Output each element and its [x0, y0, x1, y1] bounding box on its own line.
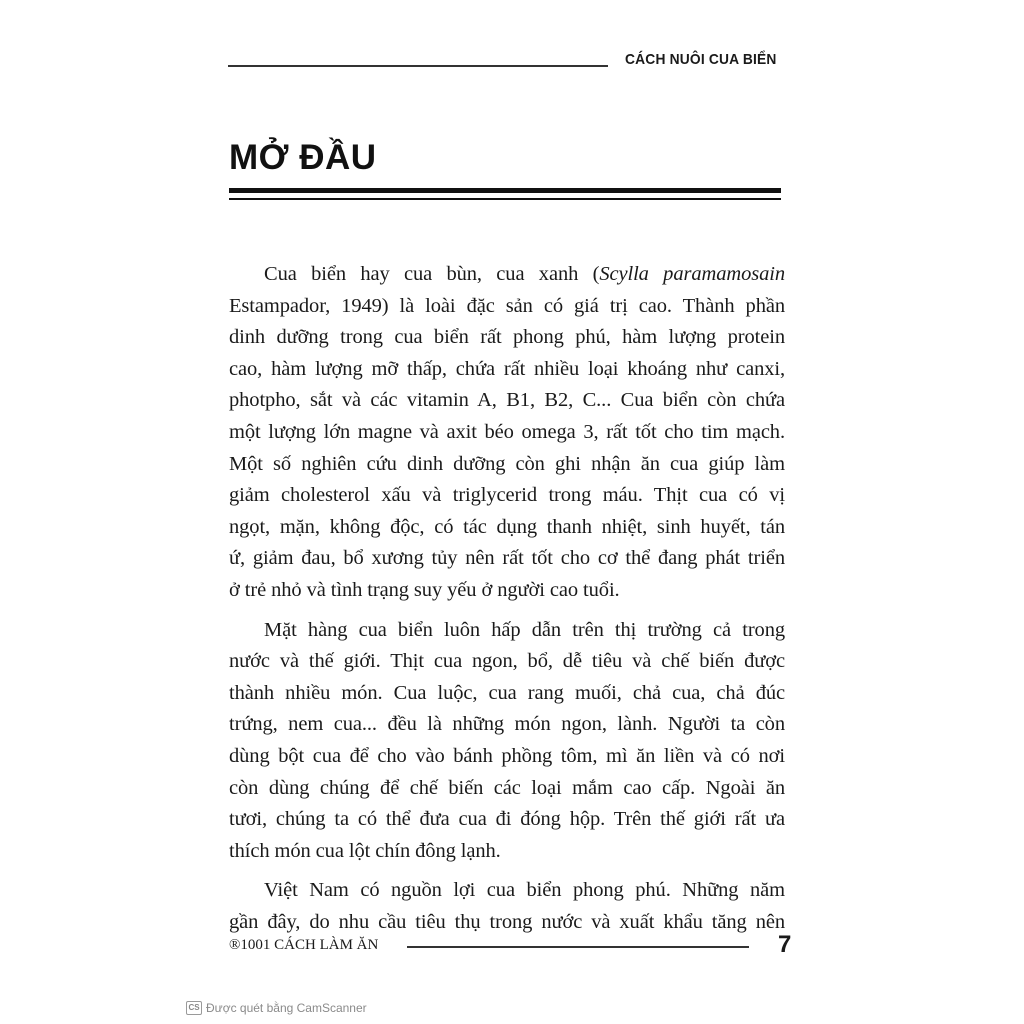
text-line: ở trẻ nhỏ và tình trạng suy yếu ở người cao tuổi.	[229, 578, 620, 601]
watermark-text: Được quét bằng CamScanner	[206, 1001, 367, 1015]
header-rule	[228, 65, 608, 67]
page-number: 7	[778, 931, 792, 958]
footer-rule	[407, 946, 749, 948]
text-line: dùng bột cua để cho vào bánh phồng tôm, mì ăn liền và có nơi	[229, 744, 785, 767]
title-rule-thin	[229, 198, 781, 200]
text-line: ứ, giảm đau, bổ xương tủy nên rất tốt cho cơ thể đang phát triển	[229, 547, 785, 570]
text-line: Cua biển hay cua bùn, cua xanh (Scylla paramamosain	[264, 263, 785, 285]
paragraph	[229, 615, 785, 868]
text-line: còn dùng chúng để chế biến các loại mắm cao cấp. Ngoài ăn	[229, 776, 785, 799]
text-line: Estampador, 1949) là loài đặc sản có giá trị cao. Thành phần	[229, 294, 785, 317]
text-line: photpho, sắt và các vitamin A, B1, B2, C... Cua biển còn chứa	[229, 389, 785, 412]
text-line: thành nhiều món. Cua luộc, cua rang muối, chả cua, chả đúc	[229, 681, 785, 704]
text-line: một lượng lớn magne và axit béo omega 3, rất tốt cho tim mạch.	[229, 420, 785, 443]
text-line: cao, hàm lượng mỡ thấp, chứa rất nhiều loại khoáng như canxi,	[229, 357, 785, 380]
text-line: thích món cua lột chín đông lạnh.	[229, 839, 501, 862]
body-text	[229, 259, 785, 946]
camscanner-logo-icon: CS	[186, 1001, 202, 1015]
text-line: gần đây, do nhu cầu tiêu thụ trong nước và xuất khẩu tăng nên	[229, 910, 785, 933]
title-rule-thick	[229, 188, 781, 193]
text-line: trứng, nem cua... đều là những món ngon, lành. Người ta còn	[229, 713, 785, 736]
scanner-watermark	[186, 1001, 367, 1015]
text-line: tươi, chúng ta có thể đưa cua đi đóng hộp. Trên thế giới rất ưa	[229, 808, 785, 831]
paragraph	[229, 259, 785, 607]
text-line: ngọt, mặn, không độc, có tác dụng thanh nhiệt, sinh huyết, tán	[229, 515, 785, 538]
footer-series: ®1001 CÁCH LÀM ĂN	[229, 937, 379, 953]
paragraph	[229, 875, 785, 938]
text-line: Một số nghiên cứu dinh dưỡng còn ghi nhận ăn cua giúp làm	[229, 452, 785, 475]
chapter-title: MỞ ĐẦU	[229, 138, 377, 177]
text-line: Mặt hàng cua biển luôn hấp dẫn trên thị trường cả trong	[264, 618, 785, 641]
text-line: Việt Nam có nguồn lợi cua biển phong phú. Những năm	[264, 879, 785, 902]
text-line: giảm cholesterol xấu và triglycerid trong máu. Thịt cua có vị	[229, 484, 785, 507]
text-line: nước và thế giới. Thịt cua ngon, bổ, dễ tiêu và chế biến được	[229, 650, 785, 673]
running-title: CÁCH NUÔI CUA BIỂN	[625, 51, 777, 68]
text-line: dinh dưỡng trong cua biển rất phong phú, hàm lượng protein	[229, 326, 785, 349]
